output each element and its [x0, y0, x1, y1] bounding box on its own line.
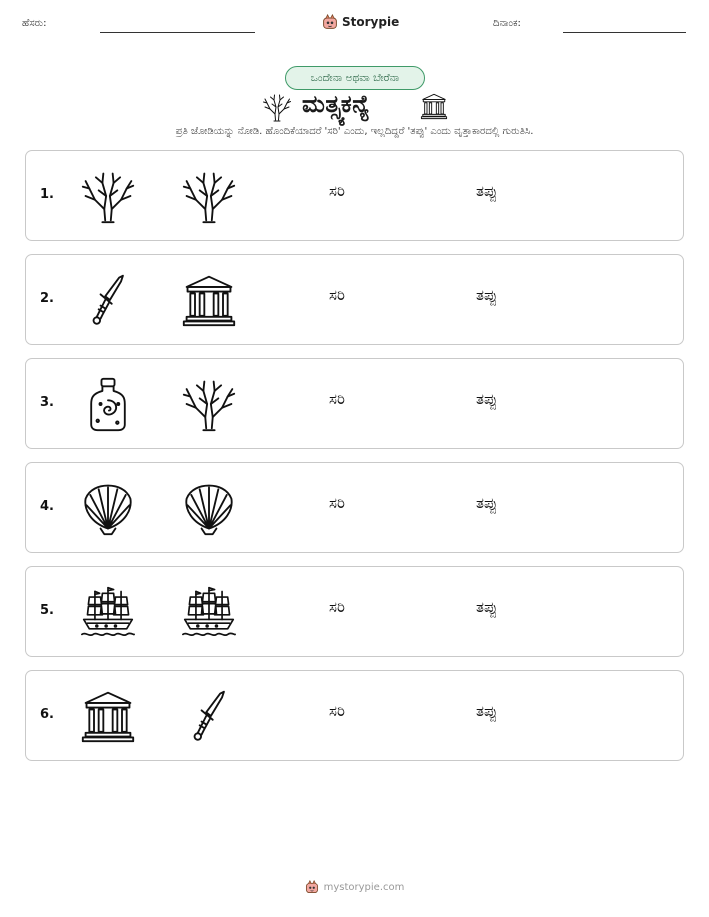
true-option[interactable]: ಸರಿ: [329, 390, 345, 408]
dagger-icon: [80, 272, 136, 328]
temple-icon: [420, 92, 448, 120]
true-option[interactable]: ಸರಿ: [329, 494, 345, 512]
question-number: 1.: [40, 187, 54, 202]
brand-text: Storypie: [342, 15, 400, 29]
shell-icon: [181, 480, 237, 536]
false-option[interactable]: ತಪ್ಪು: [476, 286, 498, 304]
question-number: 6.: [40, 707, 54, 722]
ship-icon: [80, 584, 136, 640]
false-option[interactable]: ತಪ್ಪು: [476, 598, 498, 616]
name-line: [100, 32, 255, 33]
storypie-logo-icon: [305, 880, 319, 894]
temple-icon: [80, 688, 136, 744]
bottle-icon: [80, 376, 136, 432]
true-option[interactable]: ಸರಿ: [329, 598, 345, 616]
title-row: [0, 90, 709, 124]
question-card: [25, 254, 684, 345]
false-option[interactable]: ತಪ್ಪು: [476, 702, 498, 720]
temple-icon: [181, 272, 237, 328]
date-line: [563, 32, 686, 33]
shell-icon: [80, 480, 136, 536]
coral-icon: [80, 168, 136, 224]
footer-url[interactable]: mystorypie.com: [323, 881, 405, 893]
brand-logo: [322, 14, 399, 30]
question-number: 3.: [40, 395, 54, 410]
false-option[interactable]: ತಪ್ಪು: [476, 390, 498, 408]
false-option[interactable]: ತಪ್ಪು: [476, 182, 498, 200]
question-card: [25, 566, 684, 657]
activity-badge: ಒಂದೇನಾ ಅಥವಾ ಬೇರೆನಾ: [285, 66, 425, 90]
true-option[interactable]: ಸರಿ: [329, 286, 345, 304]
ship-icon: [181, 584, 237, 640]
true-option[interactable]: ಸರಿ: [329, 702, 345, 720]
question-number: 2.: [40, 291, 54, 306]
footer: [0, 880, 709, 894]
coral-icon: [262, 92, 292, 122]
coral-icon: [181, 376, 237, 432]
question-card: [25, 462, 684, 553]
dagger-icon: [181, 688, 237, 744]
instructions: ಪ್ರತಿ ಜೋಡಿಯನ್ನು ನೋಡಿ. ಹೊಂದಿಕೆಯಾದರೆ 'ಸರಿ' ಎಂದು, ಇಲ್ಲದಿದ್ದರೆ 'ತಪ್ಪು' ಎಂದು ವೃತ್ತಾಕಾರದಲ್ಲಿ ಗುರುತಿಸಿ.: [175, 126, 534, 137]
question-card: [25, 670, 684, 761]
question-number: 4.: [40, 499, 54, 514]
question-card: [25, 358, 684, 449]
page-title: ಮತ್ಸ್ಯಕನ್ಯೆ: [302, 90, 371, 118]
worksheet-header: [0, 14, 709, 40]
coral-icon: [181, 168, 237, 224]
name-label: ಹೆಸರು:: [22, 18, 47, 29]
false-option[interactable]: ತಪ್ಪು: [476, 494, 498, 512]
question-number: 5.: [40, 603, 54, 618]
storypie-logo-icon: [322, 14, 338, 30]
question-card: [25, 150, 684, 241]
true-option[interactable]: ಸರಿ: [329, 182, 345, 200]
date-label: ದಿನಾಂಕ:: [493, 18, 521, 29]
